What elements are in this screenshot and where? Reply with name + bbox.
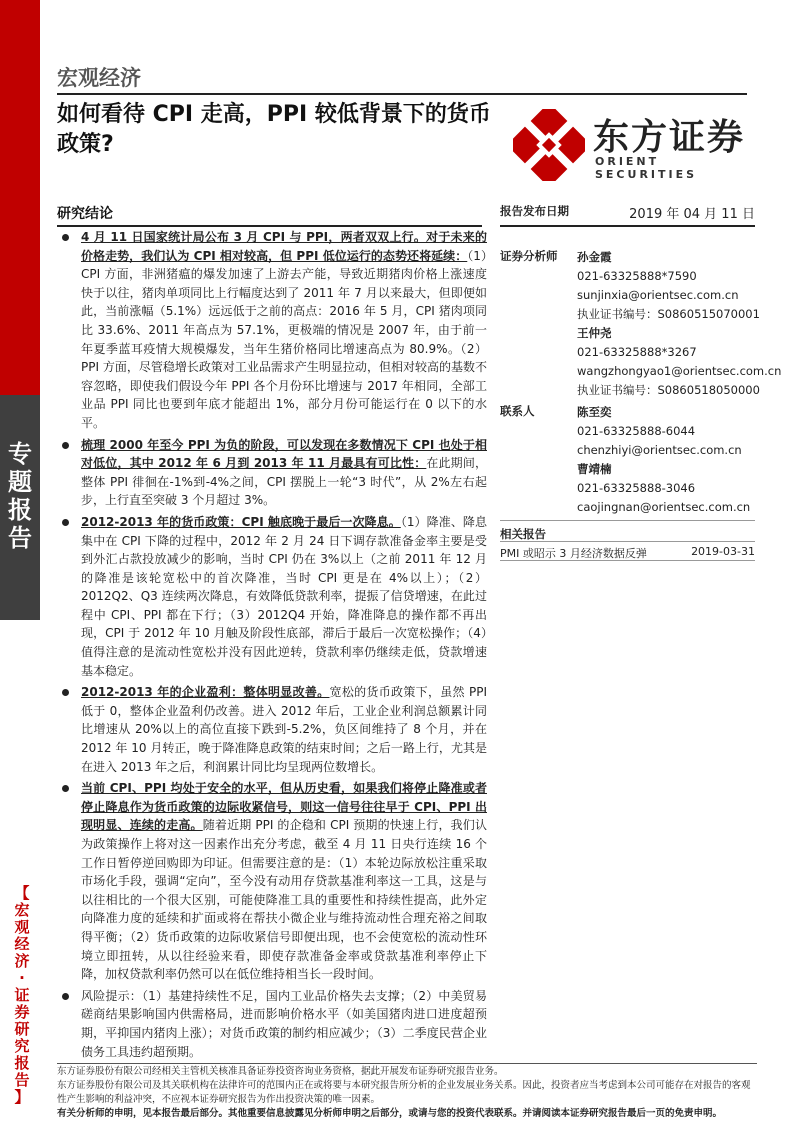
side-bottom-char: 报 xyxy=(14,1054,30,1072)
analyst-1 xyxy=(577,248,781,400)
report-date-label: 报告发布日期 xyxy=(500,204,569,218)
section-label: 宏观经济 xyxy=(57,66,141,90)
bullet-highlight: 梳理 2000 年至今 PPI 为负的阶段，可以发现在多数情况下 CPI 也处于相对低位，其中 2012 年 6 月到 2013 年 11 月最具有可比性： xyxy=(81,437,487,471)
related-report-date: 2019-03-31 xyxy=(691,545,755,558)
footer-line: 东方证券股份有限公司经相关主管机关核准具备证券投资咨询业务资格，据此开展发布证券研究报告业务。 xyxy=(57,1066,504,1077)
list-item xyxy=(57,513,487,680)
logo-chinese: 东方证券 xyxy=(593,117,746,158)
divider xyxy=(500,225,755,227)
side-char: 报 xyxy=(8,496,32,524)
contact-name: 陈至奕 xyxy=(577,405,612,419)
divider xyxy=(500,520,755,521)
side-bottom-char: 】 xyxy=(14,1088,30,1106)
related-reports-heading: 相关报告 xyxy=(500,527,546,541)
side-series-label xyxy=(8,884,36,1106)
conclusion-list xyxy=(57,228,487,1064)
analyst-email[interactable]: wangzhongyao1@orientsec.com.cn xyxy=(577,364,782,378)
side-bottom-char: 经 xyxy=(14,935,30,953)
bullet-text: 随着近期 PPI 的企稳和 CPI 预期的快速上行，我们认为政策操作上将对这一因素作出充分考虑，截至 4 月 11 日央行连续 16 个工作日暂停逆回购即为印证。但需要注意的是：（1）本轮边际放松注重采取市场化手段，强调“定向”，至今没有动用存贷款基准利率这一工具，这是与以往相比的一个很大区别，可能使降准工具的重要性和持续性提高，此外定向降准力度的延续和扩面或将在帮扶小微企业与维持流动性合理充裕之间取得平衡；（2）货币政策的边际收紧信号即便出现，也不会使宽松的流动性环境立即扭转，从以往经验来看，即使存款准备金率或贷款基准利率停止下降，加权贷款利率仍然可以在低位维持相当长一段时间。 xyxy=(81,818,487,982)
research-heading: 研究结论 xyxy=(57,206,113,222)
side-char: 专 xyxy=(8,440,32,468)
contact-list xyxy=(577,403,750,517)
analyst-name: 王仲尧 xyxy=(577,326,612,340)
brand-red-bar xyxy=(0,0,40,395)
divider xyxy=(57,225,482,227)
side-bottom-char: 究 xyxy=(14,1037,30,1055)
analyst-cert: 执业证书编号：S0860515070001 xyxy=(577,307,760,321)
bullet-highlight: 2012-2013 年的货币政策：CPI 触底晚于最后一次降息。 xyxy=(81,514,401,529)
list-item xyxy=(57,779,487,984)
bullet-text: （1）降准、降息集中在 CPI 下降的过程中，2012 年 2 月 24 日下调存款准备金率主要是受到外汇占款投放减少的影响，当时 CPI 仍在 3%以上（之前 2011 年 12 月的降准是该轮宽松中的首次降准，当时 CPI 更是在 4%以上）；（2）2012Q2、Q3 连续两次降息，有效降低贷款利率，提振了信贷增速，在此过程中 CPI、PPI 都在下行；（3）2012Q4 开始，降准降息的操作都不再出现，CPI 于 2012 年 10 月触及阶段性底部，滞后于最后一次宽松操作；（4）值得注意的是流动性宽松并没有因此逆转，贷款利率仍继续走低，贷款增速基本稳定。 xyxy=(81,514,488,678)
contacts-label: 联系人 xyxy=(500,404,535,418)
bullet-text: （1）CPI 方面，非洲猪瘟的爆发加速了上游去产能，导致近期猪肉价格上涨速度快于以往，猪肉单项同比上行幅度达到了 2011 年 7 月以来最大，但即便如此，当前涨幅（5.1%）远远低于之前的高点：2016 年 5 月，CPI 猪肉项同比 33.6%、2011 年高点为 57.1%，更极端的情况是 2007 年，由于前一年夏季蓝耳疫情大规模爆发，当年生猪价格同比增速高点为 80.9%。（2）PPI 方面，尽管稳增长政策对工业品需求产生明显拉动，但相对较高的基数不容忽略，即使我们假设今年 PPI 各个月份环比增速与 2017 年相同，全部工业品 PPI 同比也要到年底才能超出 1%，部分月份可能运行在 0 以下的水平。 xyxy=(81,248,487,430)
contact-email[interactable]: caojingnan@orientsec.com.cn xyxy=(577,500,751,514)
list-item xyxy=(57,683,487,776)
company-logo xyxy=(513,105,753,185)
analyst-phone: 021-63325888*7590 xyxy=(577,269,697,283)
analysts-label: 证券分析师 xyxy=(500,249,558,263)
analyst-phone: 021-63325888*3267 xyxy=(577,345,697,359)
side-bottom-char: 券 xyxy=(14,1003,30,1021)
list-item xyxy=(57,228,487,433)
side-char: 题 xyxy=(8,468,32,496)
report-date-value: 2019 年 04 月 11 日 xyxy=(629,207,755,222)
related-report-item[interactable] xyxy=(500,545,755,561)
divider xyxy=(500,541,755,542)
contact-email[interactable]: chenzhiyi@orientsec.com.cn xyxy=(577,443,742,457)
side-bottom-char: 宏 xyxy=(14,901,30,919)
side-report-type xyxy=(0,395,40,620)
bullet-highlight: 2012-2013 年的企业盈利：整体明显改善。 xyxy=(81,685,330,700)
bullet-highlight: 4 月 11 日国家统计局公布 3 月 CPI 与 PPI，两者双双上行。对于未来的价格走势，我们认为 CPI 相对较高，但 PPI 低位运行的态势还将延续： xyxy=(81,230,487,263)
disclaimer-footer xyxy=(57,1063,757,1121)
bullet-text: 在此期间，整体 PPI 徘徊在-1%到-4%之间，CPI 摆脱上一轮“3 时代”，从 2%左右起步，上行直至突破 3 个月超过 3%。 xyxy=(81,456,487,508)
side-bottom-char: 研 xyxy=(14,1020,30,1038)
footer-line: 东方证券股份有限公司及其关联机构在法律许可的范围内正在或将要与本研究报告所分析的企业发展业务关系。因此，投资者应当考虑到本公司可能存在对报告的客观性产生影响的利益冲突，不应视本证券研究报告为作出投资决策的唯一因素。 xyxy=(57,1080,751,1105)
list-item xyxy=(57,987,487,1061)
side-char: 告 xyxy=(8,524,32,552)
footer-line: 有关分析师的申明，见本报告最后部分。其他重要信息披露见分析师申明之后部分，或请与您的投资代表联系。并请阅读本证券研究报告最后一页的免责申明。 xyxy=(57,1108,723,1119)
bullet-text: 宽松的货币政策下，虽然 PPI 低于 0，整体企业盈利仍改善。进入 2012 年后，工业企业利润总额累计同比增速从 20%以上的高位直接下跌到-5.2%，负区间维持了 8 个月，并在 2012 年 10 月转正，晚于降准降息政策的结束时间；之后一路上行，尤其是在进入 2013 年之后，利润累计同比均呈现两位数增长。 xyxy=(81,685,487,774)
contact-phone: 021-63325888-6044 xyxy=(577,424,696,438)
side-bottom-char: · xyxy=(19,969,25,987)
side-bottom-char: 观 xyxy=(14,918,30,936)
divider xyxy=(57,1063,757,1064)
contact-phone: 021-63325888-3046 xyxy=(577,481,696,495)
analyst-cert: 执业证书编号：S0860518050000 xyxy=(577,383,760,397)
contact-name: 曹靖楠 xyxy=(577,462,612,476)
bullet-highlight: 当前 CPI、PPI 均处于安全的水平，但从历史看，如果我们将停止降准或者停止降息作为货币政策的边际收紧信号，则这一信号往往早于 CPI、PPI 出现明显、连续的走高。 xyxy=(81,781,487,833)
side-bottom-char: 【 xyxy=(14,884,30,902)
side-bottom-char: 告 xyxy=(14,1071,30,1089)
divider xyxy=(500,560,755,561)
side-bottom-char: 证 xyxy=(14,986,30,1004)
page-title: 如何看待 CPI 走高，PPI 较低背景下的货币政策? xyxy=(57,102,491,157)
side-bottom-char: 济 xyxy=(14,952,30,970)
logo-english: ORIENT SECURITIES xyxy=(595,155,698,181)
related-report-title[interactable]: PMI 或昭示 3 月经济数据反弹 xyxy=(500,547,647,560)
analyst-email[interactable]: sunjinxia@orientsec.com.cn xyxy=(577,288,739,302)
list-item xyxy=(57,436,487,510)
logo-mark-icon xyxy=(513,109,585,181)
analyst-name: 孙金霞 xyxy=(577,250,612,264)
bullet-text: 风险提示：（1）基建持续性不足，国内工业品价格失去支撑；（2）中美贸易磋商结果影响国内供需格局，进而影响价格水平（如美国猪肉进口进度超预期，平抑国内猪肉上涨）；对货币政策的制约相应减少；（3）二季度民营企业债务工具违约超预期。 xyxy=(81,988,487,1059)
divider xyxy=(57,93,747,95)
